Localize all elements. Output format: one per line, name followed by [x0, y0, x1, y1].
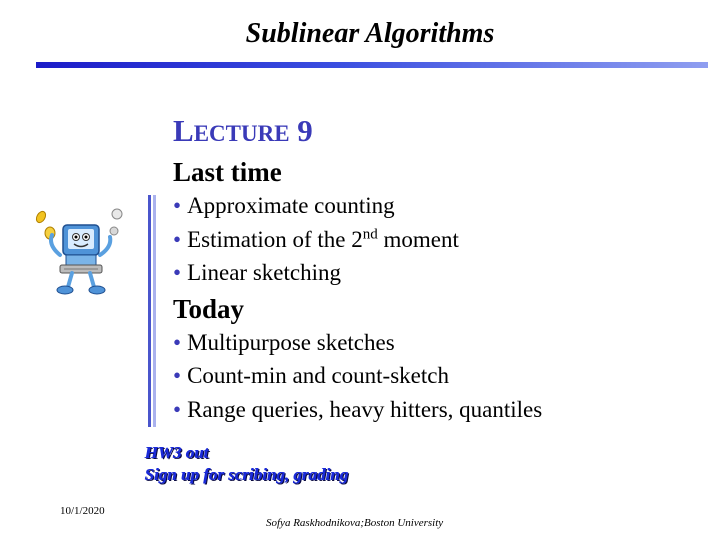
- bullet-icon: •: [173, 396, 182, 422]
- today-heading: Today: [173, 293, 245, 324]
- decorative-side-bar: [148, 195, 156, 427]
- slide-content: [173, 112, 713, 426]
- bullet-icon: •: [173, 260, 182, 285]
- slide-title: Sublinear Algorithms: [245, 18, 495, 49]
- last-time-heading: Last time: [173, 157, 282, 187]
- lecture-heading: [173, 112, 713, 153]
- announcements: [145, 442, 349, 486]
- lecture-number: 9: [297, 113, 313, 148]
- lecture-first-letter: L: [173, 113, 194, 148]
- bullet-icon: •: [173, 329, 182, 355]
- bullet-icon: •: [173, 193, 182, 218]
- slide-date: 10/1/2020: [60, 505, 105, 517]
- computer-mascot-icon: [30, 205, 130, 300]
- list-item: • Range queries, heavy hitters, quantiles: [173, 396, 543, 422]
- list-item: • Count-min and count-sketch: [173, 363, 449, 388]
- lecture-small-caps: ECTURE: [193, 121, 290, 146]
- title-underline: [36, 62, 708, 68]
- hw-announcement: HW3 out: [145, 443, 209, 462]
- list-item: • Linear sketching: [173, 260, 341, 285]
- bullet-icon: •: [173, 226, 182, 252]
- slide-footer: Sofya Raskhodnikova;Boston University: [266, 517, 444, 529]
- list-item: • Multipurpose sketches: [173, 329, 395, 355]
- signup-announcement: Sign up for scribing, grading: [145, 465, 349, 484]
- bullet-icon: •: [173, 363, 182, 388]
- list-item: • Estimation of the 2nd moment: [173, 225, 459, 252]
- list-item: • Approximate counting: [173, 193, 395, 218]
